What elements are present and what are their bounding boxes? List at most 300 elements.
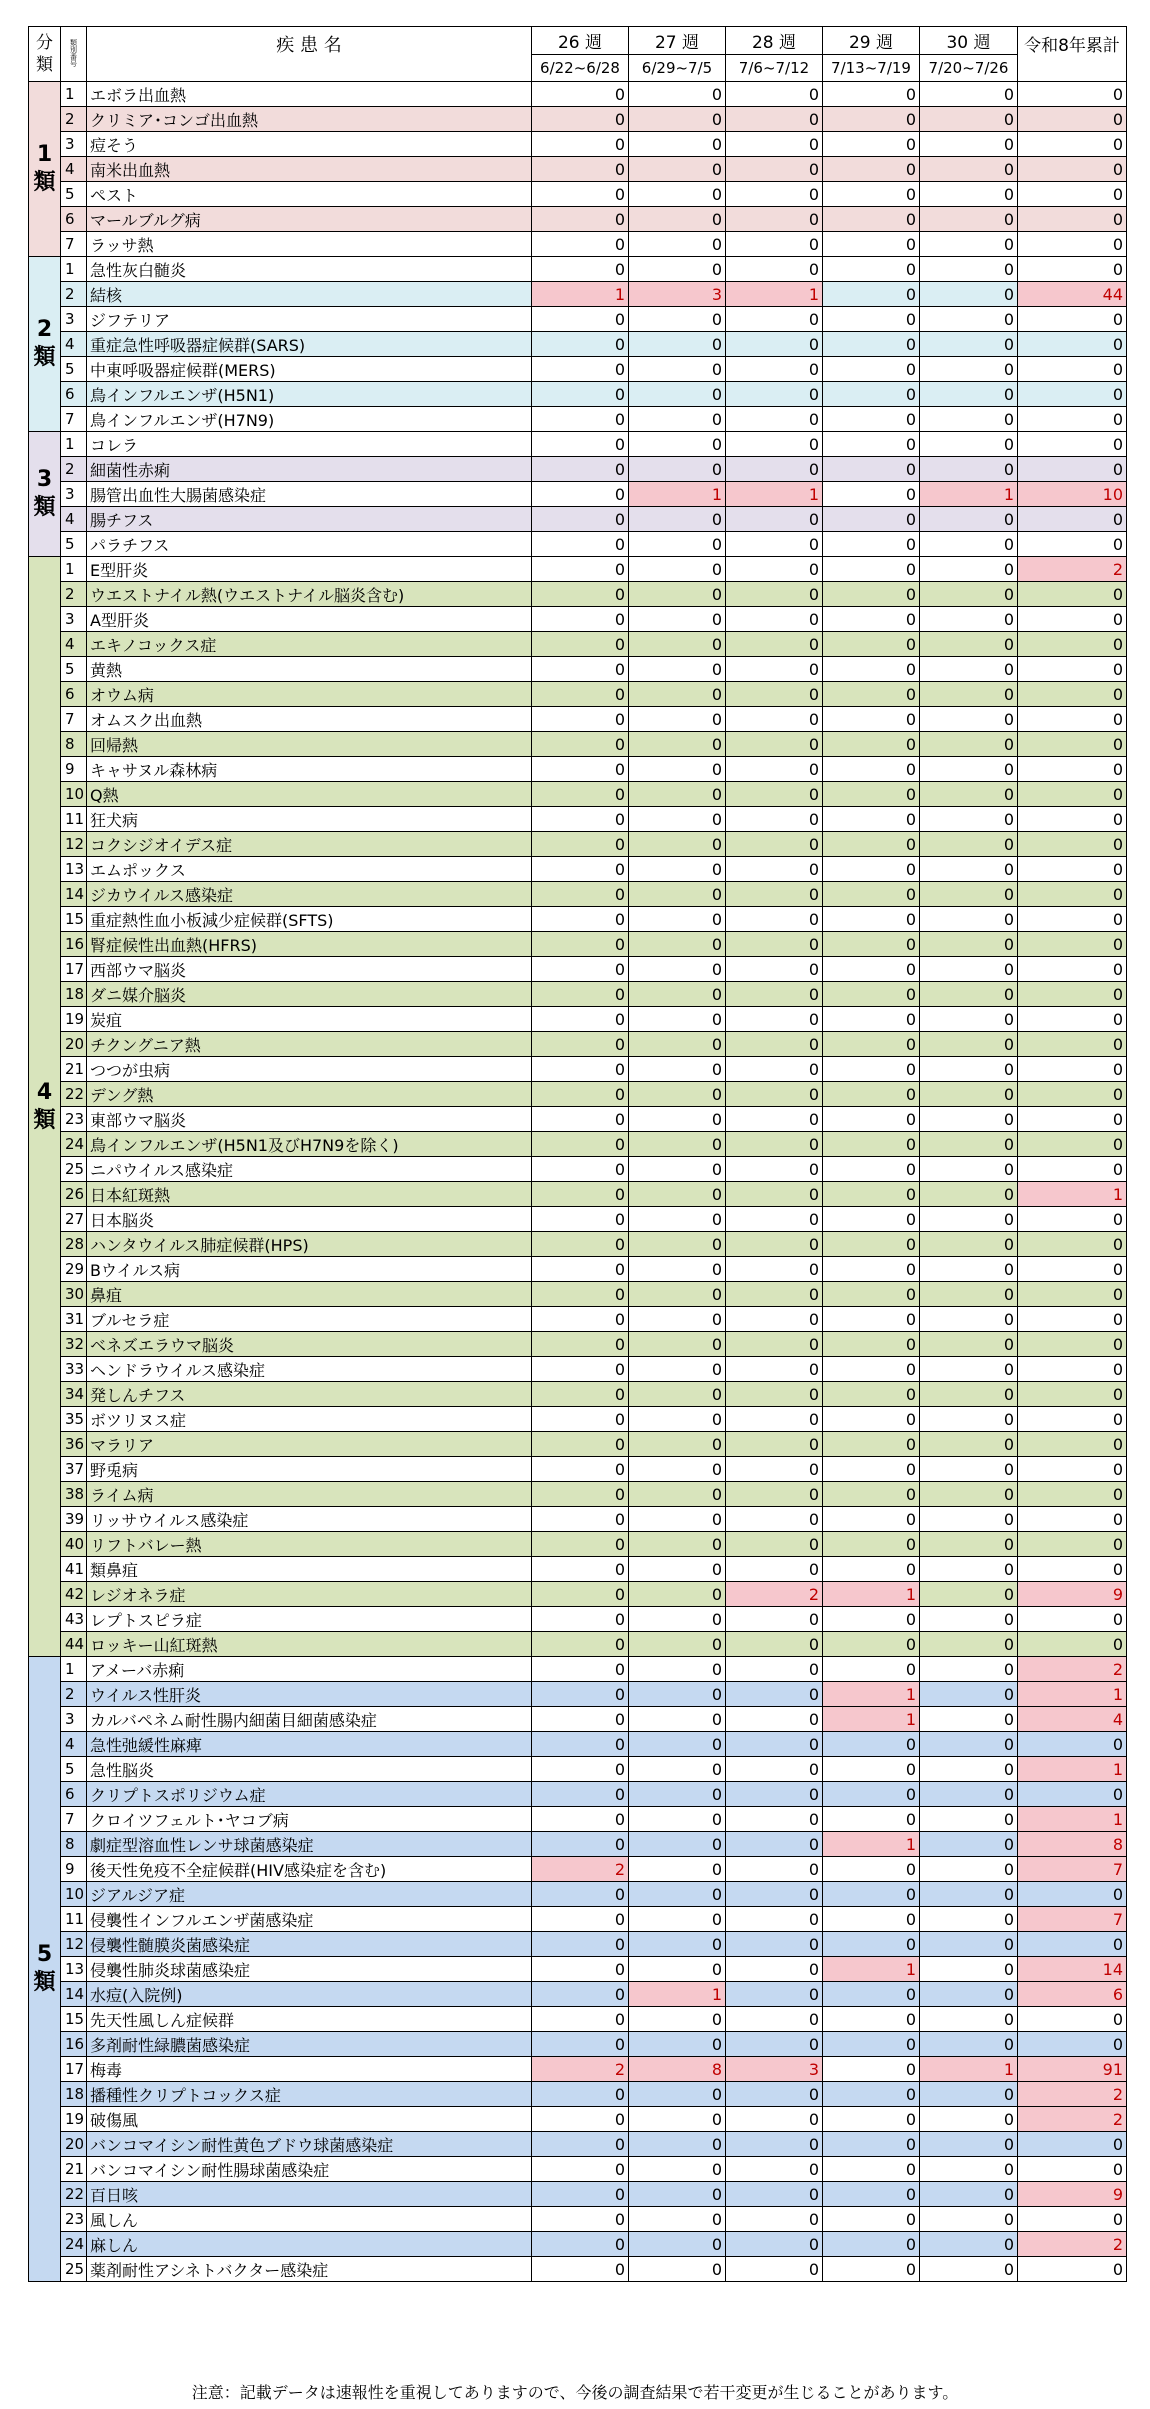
cumulative-value: 0 bbox=[1018, 132, 1127, 157]
weekly-count: 0 bbox=[532, 507, 629, 532]
weekly-count: 0 bbox=[920, 1682, 1018, 1707]
weekly-count: 0 bbox=[823, 1382, 920, 1407]
weekly-count: 0 bbox=[920, 857, 1018, 882]
weekly-count: 1 bbox=[726, 482, 823, 507]
week-30-range: 7/20~7/26 bbox=[920, 55, 1018, 82]
weekly-count: 0 bbox=[726, 132, 823, 157]
weekly-count: 0 bbox=[532, 557, 629, 582]
weekly-count: 1 bbox=[532, 282, 629, 307]
weekly-count: 0 bbox=[920, 1757, 1018, 1782]
row-number: 3 bbox=[61, 1707, 87, 1732]
weekly-count: 0 bbox=[629, 682, 726, 707]
weekly-count: 0 bbox=[532, 157, 629, 182]
cumulative-value: 0 bbox=[1018, 782, 1127, 807]
cumulative-value: 7 bbox=[1018, 1857, 1127, 1882]
weekly-count: 0 bbox=[629, 1457, 726, 1482]
row-number: 14 bbox=[61, 882, 87, 907]
weekly-count: 0 bbox=[920, 2182, 1018, 2207]
weekly-count: 0 bbox=[532, 1132, 629, 1157]
weekly-count: 0 bbox=[920, 732, 1018, 757]
weekly-count: 0 bbox=[629, 2032, 726, 2057]
weekly-count: 0 bbox=[629, 207, 726, 232]
cumulative-value: 91 bbox=[1018, 2057, 1127, 2082]
table-row bbox=[29, 1132, 1127, 1157]
week-27-header: 27 週 bbox=[629, 27, 726, 55]
weekly-count: 0 bbox=[920, 382, 1018, 407]
weekly-count: 0 bbox=[823, 1482, 920, 1507]
table-row bbox=[29, 157, 1127, 182]
weekly-count: 0 bbox=[532, 1807, 629, 1832]
table-row bbox=[29, 1732, 1127, 1757]
weekly-count: 0 bbox=[532, 1207, 629, 1232]
weekly-count: 0 bbox=[629, 2107, 726, 2132]
disease-name: つつが虫病 bbox=[87, 1057, 532, 1082]
weekly-count: 0 bbox=[823, 132, 920, 157]
weekly-count: 0 bbox=[726, 1607, 823, 1632]
weekly-count: 0 bbox=[532, 232, 629, 257]
row-number: 1 bbox=[61, 257, 87, 282]
weekly-count: 0 bbox=[726, 1757, 823, 1782]
weekly-count: 0 bbox=[532, 1332, 629, 1357]
weekly-count: 0 bbox=[823, 2107, 920, 2132]
cumulative-value: 0 bbox=[1018, 2157, 1127, 2182]
weekly-count: 0 bbox=[726, 232, 823, 257]
weekly-count: 0 bbox=[532, 1632, 629, 1657]
weekly-count: 0 bbox=[823, 732, 920, 757]
row-number: 17 bbox=[61, 957, 87, 982]
weekly-count: 0 bbox=[920, 2007, 1018, 2032]
category-label: 4 bbox=[36, 1079, 53, 1105]
weekly-count: 0 bbox=[532, 1982, 629, 2007]
category-label: 類 bbox=[33, 345, 56, 370]
weekly-count: 0 bbox=[532, 1007, 629, 1032]
disease-name: 急性灰白髄炎 bbox=[87, 257, 532, 282]
weekly-count: 0 bbox=[823, 1857, 920, 1882]
weekly-count: 0 bbox=[532, 1457, 629, 1482]
row-number: 1 bbox=[61, 1657, 87, 1682]
cumulative-value: 0 bbox=[1018, 182, 1127, 207]
category-cell bbox=[29, 82, 61, 257]
weekly-count: 0 bbox=[726, 2107, 823, 2132]
category-label: 類 bbox=[33, 495, 56, 520]
weekly-count: 0 bbox=[920, 407, 1018, 432]
row-number: 26 bbox=[61, 1182, 87, 1207]
weekly-count: 0 bbox=[726, 1382, 823, 1407]
cumulative-value: 0 bbox=[1018, 932, 1127, 957]
disease-name: 西部ウマ脳炎 bbox=[87, 957, 532, 982]
weekly-count: 0 bbox=[823, 757, 920, 782]
weekly-count: 0 bbox=[920, 2207, 1018, 2232]
weekly-count: 0 bbox=[920, 1632, 1018, 1657]
weekly-count: 0 bbox=[629, 1132, 726, 1157]
weekly-count: 0 bbox=[532, 1707, 629, 1732]
weekly-count: 0 bbox=[920, 1057, 1018, 1082]
weekly-count: 0 bbox=[920, 1432, 1018, 1457]
weekly-count: 0 bbox=[920, 657, 1018, 682]
category-cell bbox=[29, 557, 61, 1657]
weekly-count: 0 bbox=[532, 1482, 629, 1507]
row-number: 7 bbox=[61, 1807, 87, 1832]
week-26-range: 6/22~6/28 bbox=[532, 55, 629, 82]
row-number: 25 bbox=[61, 2257, 87, 2282]
weekly-count: 0 bbox=[532, 957, 629, 982]
cumulative-value: 2 bbox=[1018, 2082, 1127, 2107]
weekly-count: 0 bbox=[726, 1007, 823, 1032]
weekly-count: 0 bbox=[823, 782, 920, 807]
table-row bbox=[29, 757, 1127, 782]
disease-name: 梅毒 bbox=[87, 2057, 532, 2082]
weekly-count: 0 bbox=[726, 607, 823, 632]
weekly-count: 0 bbox=[629, 857, 726, 882]
disease-name: デング熱 bbox=[87, 1082, 532, 1107]
weekly-count: 0 bbox=[920, 207, 1018, 232]
table-row bbox=[29, 357, 1127, 382]
weekly-count: 0 bbox=[629, 2207, 726, 2232]
weekly-count: 0 bbox=[920, 1607, 1018, 1632]
table-row bbox=[29, 1632, 1127, 1657]
weekly-count: 0 bbox=[629, 1807, 726, 1832]
weekly-count: 0 bbox=[920, 1882, 1018, 1907]
weekly-count: 0 bbox=[823, 82, 920, 107]
cumulative-value: 9 bbox=[1018, 1582, 1127, 1607]
table-row bbox=[29, 2257, 1127, 2282]
cumulative-value: 0 bbox=[1018, 1932, 1127, 1957]
weekly-count: 0 bbox=[726, 632, 823, 657]
row-number: 42 bbox=[61, 1582, 87, 1607]
weekly-count: 0 bbox=[726, 1507, 823, 1532]
row-number: 31 bbox=[61, 1307, 87, 1332]
row-number: 2 bbox=[61, 457, 87, 482]
disease-name: 侵襲性インフルエンザ菌感染症 bbox=[87, 1907, 532, 1932]
cumulative-value: 9 bbox=[1018, 2182, 1127, 2207]
cumulative-value: 0 bbox=[1018, 1382, 1127, 1407]
weekly-count: 0 bbox=[532, 2132, 629, 2157]
weekly-count: 0 bbox=[823, 1757, 920, 1782]
table-row bbox=[29, 1957, 1127, 1982]
cumulative-value: 1 bbox=[1018, 1182, 1127, 1207]
cumulative-value: 0 bbox=[1018, 1007, 1127, 1032]
weekly-count: 0 bbox=[920, 1232, 1018, 1257]
disease-name: バンコマイシン耐性腸球菌感染症 bbox=[87, 2157, 532, 2182]
table-row bbox=[29, 1882, 1127, 1907]
cumulative-value: 0 bbox=[1018, 257, 1127, 282]
cumulative-value: 0 bbox=[1018, 1107, 1127, 1132]
disease-name: 鼻疽 bbox=[87, 1282, 532, 1307]
weekly-count: 0 bbox=[629, 1107, 726, 1132]
weekly-count: 0 bbox=[629, 1207, 726, 1232]
weekly-count: 0 bbox=[920, 2082, 1018, 2107]
table-row bbox=[29, 2107, 1127, 2132]
weekly-count: 0 bbox=[920, 232, 1018, 257]
weekly-count: 0 bbox=[532, 2082, 629, 2107]
weekly-count: 0 bbox=[823, 1782, 920, 1807]
weekly-count: 0 bbox=[823, 1007, 920, 1032]
row-number: 24 bbox=[61, 2232, 87, 2257]
weekly-count: 0 bbox=[823, 932, 920, 957]
weekly-count: 0 bbox=[920, 1782, 1018, 1807]
cumulative-value: 0 bbox=[1018, 832, 1127, 857]
weekly-count: 0 bbox=[920, 632, 1018, 657]
weekly-count: 0 bbox=[629, 2132, 726, 2157]
cumulative-value: 1 bbox=[1018, 1757, 1127, 1782]
row-number: 5 bbox=[61, 532, 87, 557]
row-number: 14 bbox=[61, 1982, 87, 2007]
table-row bbox=[29, 807, 1127, 832]
weekly-count: 0 bbox=[532, 1032, 629, 1057]
weekly-count: 0 bbox=[823, 1082, 920, 1107]
row-number: 19 bbox=[61, 1007, 87, 1032]
row-number: 13 bbox=[61, 1957, 87, 1982]
weekly-count: 1 bbox=[823, 1832, 920, 1857]
weekly-count: 0 bbox=[532, 82, 629, 107]
weekly-count: 0 bbox=[920, 757, 1018, 782]
disease-name: クロイツフェルト･ヤコブ病 bbox=[87, 1807, 532, 1832]
weekly-count: 0 bbox=[920, 1357, 1018, 1382]
weekly-count: 3 bbox=[629, 282, 726, 307]
category-label: 2 bbox=[36, 317, 53, 342]
cumulative-value: 0 bbox=[1018, 1157, 1127, 1182]
row-number: 37 bbox=[61, 1457, 87, 1482]
table-row bbox=[29, 932, 1127, 957]
weekly-count: 0 bbox=[823, 107, 920, 132]
weekly-count: 0 bbox=[920, 357, 1018, 382]
weekly-count: 0 bbox=[532, 1732, 629, 1757]
weekly-count: 0 bbox=[532, 707, 629, 732]
table-row bbox=[29, 1857, 1127, 1882]
weekly-count: 1 bbox=[823, 1582, 920, 1607]
cumulative-value: 0 bbox=[1018, 2207, 1127, 2232]
weekly-count: 0 bbox=[920, 2132, 1018, 2157]
weekly-count: 0 bbox=[726, 832, 823, 857]
weekly-count: 0 bbox=[532, 882, 629, 907]
weekly-count: 0 bbox=[629, 1932, 726, 1957]
category-cell bbox=[29, 1657, 61, 2282]
row-number: 2 bbox=[61, 107, 87, 132]
weekly-count: 0 bbox=[920, 832, 1018, 857]
weekly-count: 0 bbox=[726, 507, 823, 532]
weekly-count: 0 bbox=[629, 457, 726, 482]
row-number: 16 bbox=[61, 932, 87, 957]
number-header-char: 号 bbox=[70, 60, 77, 68]
weekly-count: 0 bbox=[629, 1057, 726, 1082]
row-number: 12 bbox=[61, 832, 87, 857]
cumulative-value: 0 bbox=[1018, 382, 1127, 407]
weekly-count: 0 bbox=[726, 1307, 823, 1332]
number-header bbox=[61, 27, 87, 82]
disease-name: A型肝炎 bbox=[87, 607, 532, 632]
disease-name: 腸チフス bbox=[87, 507, 532, 532]
disease-name: E型肝炎 bbox=[87, 557, 532, 582]
table-row bbox=[29, 1257, 1127, 1282]
weekly-count: 0 bbox=[629, 2157, 726, 2182]
weekly-count: 0 bbox=[823, 282, 920, 307]
row-number: 10 bbox=[61, 782, 87, 807]
cumulative-value: 0 bbox=[1018, 1307, 1127, 1332]
weekly-count: 0 bbox=[532, 257, 629, 282]
category-label: 類 bbox=[33, 170, 56, 195]
cumulative-value: 6 bbox=[1018, 1982, 1127, 2007]
weekly-count: 0 bbox=[726, 682, 823, 707]
weekly-count: 0 bbox=[532, 332, 629, 357]
weekly-count: 0 bbox=[629, 1532, 726, 1557]
weekly-count: 0 bbox=[920, 1332, 1018, 1357]
weekly-count: 0 bbox=[532, 307, 629, 332]
weekly-count: 0 bbox=[823, 682, 920, 707]
table-row bbox=[29, 857, 1127, 882]
disease-name: 劇症型溶血性レンサ球菌感染症 bbox=[87, 1832, 532, 1857]
weekly-count: 0 bbox=[920, 582, 1018, 607]
row-number: 20 bbox=[61, 2132, 87, 2157]
disease-name: 百日咳 bbox=[87, 2182, 532, 2207]
table-row bbox=[29, 1707, 1127, 1732]
table-row bbox=[29, 557, 1127, 582]
weekly-count: 0 bbox=[532, 1282, 629, 1307]
weekly-count: 0 bbox=[726, 732, 823, 757]
table-row bbox=[29, 2132, 1127, 2157]
weekly-count: 0 bbox=[726, 307, 823, 332]
weekly-count: 0 bbox=[629, 1182, 726, 1207]
weekly-count: 0 bbox=[629, 1307, 726, 1332]
weekly-count: 0 bbox=[532, 482, 629, 507]
weekly-count: 0 bbox=[532, 1257, 629, 1282]
weekly-count: 0 bbox=[532, 1407, 629, 1432]
weekly-count: 0 bbox=[532, 657, 629, 682]
row-number: 7 bbox=[61, 232, 87, 257]
cumulative-value: 0 bbox=[1018, 1882, 1127, 1907]
weekly-count: 0 bbox=[726, 1157, 823, 1182]
weekly-count: 0 bbox=[823, 357, 920, 382]
row-number: 5 bbox=[61, 182, 87, 207]
cumulative-value: 0 bbox=[1018, 1632, 1127, 1657]
weekly-count: 0 bbox=[726, 332, 823, 357]
table-row bbox=[29, 2182, 1127, 2207]
weekly-count: 0 bbox=[726, 1107, 823, 1132]
weekly-count: 0 bbox=[920, 932, 1018, 957]
disease-name: 多剤耐性緑膿菌感染症 bbox=[87, 2032, 532, 2057]
weekly-count: 0 bbox=[532, 1532, 629, 1557]
weekly-count: 0 bbox=[629, 307, 726, 332]
disease-name: オムスク出血熱 bbox=[87, 707, 532, 732]
weekly-count: 0 bbox=[823, 1257, 920, 1282]
disease-name: ライム病 bbox=[87, 1482, 532, 1507]
weekly-count: 0 bbox=[920, 1157, 1018, 1182]
weekly-count: 0 bbox=[726, 1207, 823, 1232]
weekly-count: 0 bbox=[532, 2032, 629, 2057]
bunrui-header-char: 類 bbox=[36, 55, 53, 75]
row-number: 16 bbox=[61, 2032, 87, 2057]
weekly-count: 0 bbox=[629, 1857, 726, 1882]
cumulative-value: 0 bbox=[1018, 732, 1127, 757]
cumulative-value: 0 bbox=[1018, 632, 1127, 657]
weekly-count: 0 bbox=[823, 857, 920, 882]
row-number: 30 bbox=[61, 1282, 87, 1307]
cumulative-header: 令和8年累計 bbox=[1018, 27, 1127, 82]
weekly-count: 0 bbox=[532, 682, 629, 707]
weekly-count: 0 bbox=[726, 1282, 823, 1307]
cumulative-value: 0 bbox=[1018, 1332, 1127, 1357]
table-row bbox=[29, 1207, 1127, 1232]
weekly-count: 0 bbox=[726, 582, 823, 607]
cumulative-value: 0 bbox=[1018, 807, 1127, 832]
weekly-count: 0 bbox=[532, 1432, 629, 1457]
weekly-count: 0 bbox=[726, 1732, 823, 1757]
table-row bbox=[29, 1607, 1127, 1632]
row-number: 1 bbox=[61, 432, 87, 457]
weekly-count: 0 bbox=[920, 807, 1018, 832]
weekly-count: 0 bbox=[532, 1582, 629, 1607]
disease-name: マラリア bbox=[87, 1432, 532, 1457]
weekly-count: 0 bbox=[823, 907, 920, 932]
row-number: 22 bbox=[61, 2182, 87, 2207]
disease-name: 野兎病 bbox=[87, 1457, 532, 1482]
row-number: 4 bbox=[61, 332, 87, 357]
disease-name: 薬剤耐性アシネトバクター感染症 bbox=[87, 2257, 532, 2282]
weekly-count: 0 bbox=[920, 332, 1018, 357]
table-row bbox=[29, 1107, 1127, 1132]
disease-report-table bbox=[28, 26, 1127, 2282]
disease-name: リフトバレー熱 bbox=[87, 1532, 532, 1557]
weekly-count: 0 bbox=[823, 2257, 920, 2282]
weekly-count: 0 bbox=[920, 1082, 1018, 1107]
week-26-header: 26 週 bbox=[532, 27, 629, 55]
row-number: 25 bbox=[61, 1157, 87, 1182]
cumulative-value: 2 bbox=[1018, 2232, 1127, 2257]
row-number: 17 bbox=[61, 2057, 87, 2082]
weekly-count: 0 bbox=[629, 732, 726, 757]
disease-name: 播種性クリプトコックス症 bbox=[87, 2082, 532, 2107]
weekly-count: 0 bbox=[629, 1882, 726, 1907]
disease-name: カルバペネム耐性腸内細菌目細菌感染症 bbox=[87, 1707, 532, 1732]
week-29-range: 7/13~7/19 bbox=[823, 55, 920, 82]
weekly-count: 0 bbox=[726, 657, 823, 682]
table-row bbox=[29, 1482, 1127, 1507]
cumulative-value: 0 bbox=[1018, 1357, 1127, 1382]
weekly-count: 0 bbox=[532, 1232, 629, 1257]
table-row bbox=[29, 982, 1127, 1007]
weekly-count: 0 bbox=[823, 557, 920, 582]
weekly-count: 0 bbox=[920, 782, 1018, 807]
weekly-count: 0 bbox=[629, 107, 726, 132]
weekly-count: 0 bbox=[726, 1257, 823, 1282]
disease-name: パラチフス bbox=[87, 532, 532, 557]
table-row bbox=[29, 1407, 1127, 1432]
weekly-count: 0 bbox=[629, 2182, 726, 2207]
weekly-count: 0 bbox=[920, 157, 1018, 182]
disease-name: アメーバ赤痢 bbox=[87, 1657, 532, 1682]
weekly-count: 0 bbox=[629, 1357, 726, 1382]
weekly-count: 0 bbox=[532, 732, 629, 757]
disease-name: 発しんチフス bbox=[87, 1382, 532, 1407]
weekly-count: 0 bbox=[920, 1307, 1018, 1332]
disease-name: レジオネラ症 bbox=[87, 1582, 532, 1607]
disease-name: 中東呼吸器症候群(MERS) bbox=[87, 357, 532, 382]
disease-name: 黄熱 bbox=[87, 657, 532, 682]
row-number: 15 bbox=[61, 2007, 87, 2032]
weekly-count: 0 bbox=[823, 707, 920, 732]
weekly-count: 0 bbox=[726, 1057, 823, 1082]
weekly-count: 0 bbox=[726, 1082, 823, 1107]
disease-name: Bウイルス病 bbox=[87, 1257, 532, 1282]
weekly-count: 0 bbox=[920, 1932, 1018, 1957]
table-row bbox=[29, 82, 1127, 107]
disease-name: レプトスピラ症 bbox=[87, 1607, 532, 1632]
table-row bbox=[29, 1982, 1127, 2007]
cumulative-value: 0 bbox=[1018, 1432, 1127, 1457]
disease-name: ベネズエラウマ脳炎 bbox=[87, 1332, 532, 1357]
weekly-count: 0 bbox=[726, 382, 823, 407]
weekly-count: 0 bbox=[823, 382, 920, 407]
table-row bbox=[29, 532, 1127, 557]
